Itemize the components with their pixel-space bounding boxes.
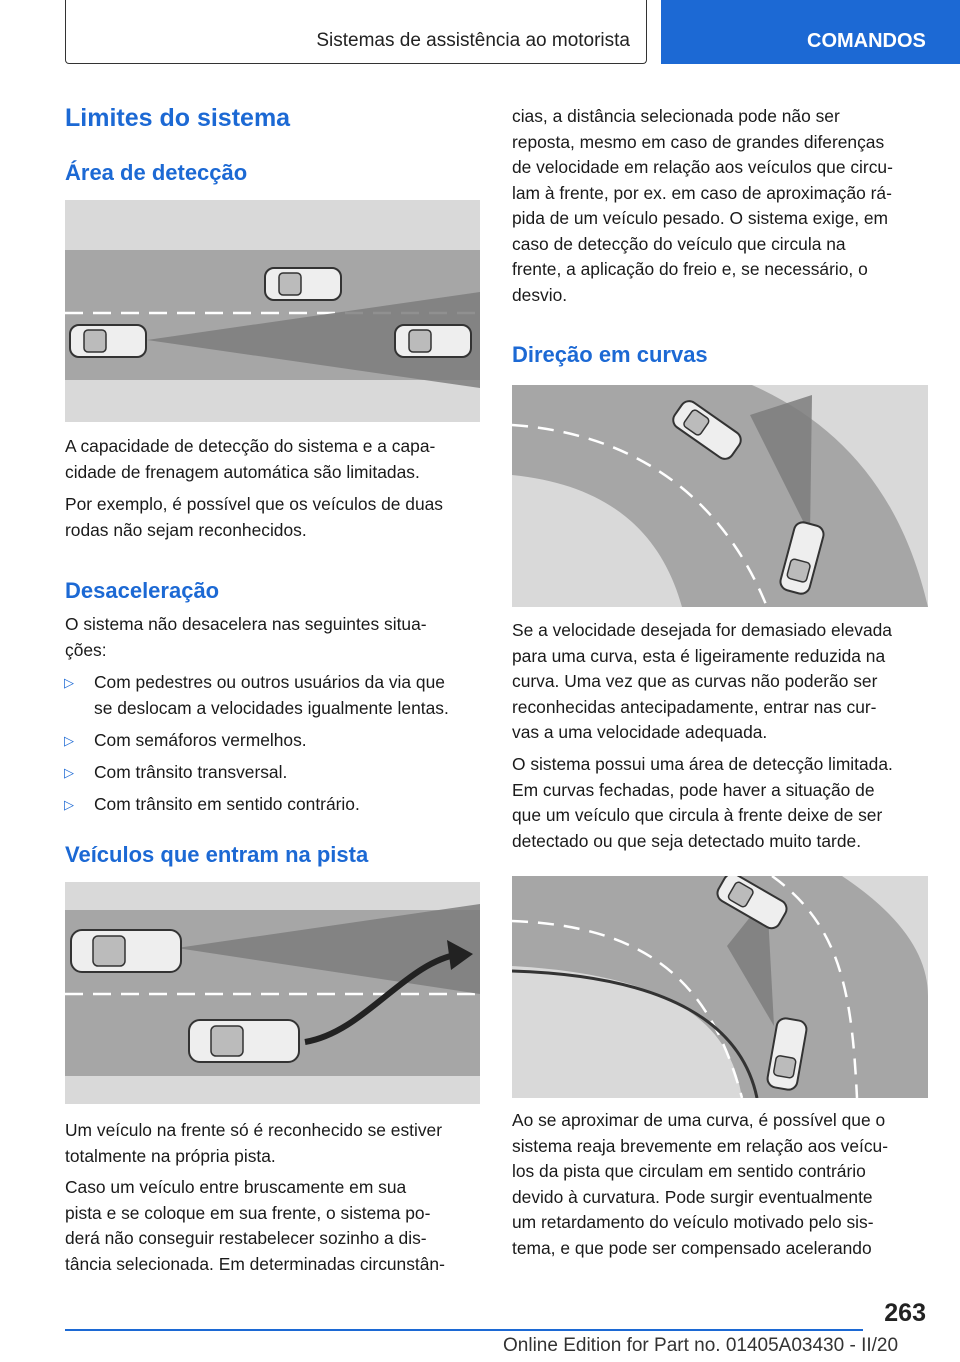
triangle-bullet-icon: ▷ <box>64 675 74 690</box>
car-icon <box>265 268 341 300</box>
paragraph-entering-1: Um veículo na frente só é reconhecido se estiver totalmente na própria pista. <box>65 1120 442 1166</box>
heading-detection-area: Área de detecção <box>65 160 248 185</box>
paragraph-detection-2: Por exemplo, é possível que os veículos de duas rodas não sejam reconhecidos. <box>65 494 443 540</box>
header-chapter-tab[interactable]: COMANDOS <box>661 0 960 64</box>
footer-divider <box>65 1329 863 1331</box>
paragraph-deceleration: O sistema não desacelera nas seguintes situa- ções: <box>65 614 427 660</box>
car-icon <box>189 1020 299 1062</box>
heading-deceleration: Desaceleração <box>65 578 220 603</box>
heading-vehicles-entering: Veículos que entram na pista <box>65 842 369 867</box>
heading-curves: Direção em curvas <box>512 342 708 367</box>
paragraph-curves-3: Ao se aproximar de uma curva, é possível que o sistema reaja brevemente em relação aos veícu- los da pista que circulam em sentido contrário devido à curvatura. Pode surgir eventualmente um retardamento do veículo motivado pelo sis- tema, e que pode ser compensado acelerando <box>512 1110 889 1258</box>
figure-oncoming-curve <box>512 876 928 1098</box>
paragraph-continued: cias, a distância selecionada pode não ser reposta, mesmo em caso de grandes diferenças de velocidade em relação aos veículos que circu- lam à frente, por ex. em caso de aproximação rá- pida de um veículo pesado. O sistema exige, em caso de detecção do veículo que circula na frente, a aplicação do freio e, se necessário, o desvio. <box>512 106 893 305</box>
car-icon <box>70 325 146 357</box>
paragraph-entering-2: Caso um veículo entre bruscamente em sua pista e se coloque em sua frente, o sistema po- derá não conseguir restabelecer sozinho a dis- tância selecionada. Em determinadas circunstân- <box>65 1177 445 1274</box>
triangle-bullet-icon: ▷ <box>64 733 74 748</box>
paragraph-curves-1: Se a velocidade desejada for demasiado elevada para uma curva, esta é ligeiramente reduzida na curva. Uma vez que as curvas não poderão ser reconhecidas antecipadamente, entrar nas cur- vas a uma velocidade adequada. <box>512 620 892 742</box>
figure-vehicle-entering-lane <box>65 882 480 1104</box>
heading-system-limits: Limites do sistema <box>65 104 291 132</box>
triangle-bullet-icon: ▷ <box>64 797 74 812</box>
car-icon <box>395 325 471 357</box>
figure-curve-speed <box>512 385 928 607</box>
header-frame <box>65 0 647 64</box>
page-number: 263 <box>884 1299 926 1327</box>
car-icon <box>71 930 181 972</box>
paragraph-detection-1: A capacidade de detecção do sistema e a capa- cidade de frenagem automática são limitadas. <box>65 436 436 482</box>
figure-detection-area <box>65 200 480 422</box>
triangle-bullet-icon: ▷ <box>64 765 74 780</box>
header-section-title: Sistemas de assistência ao motorista <box>316 30 630 51</box>
paragraph-curves-2: O sistema possui uma área de detecção limitada. Em curvas fechadas, pode haver a situação de que um veículo que circula à frente deixe de ser detectado ou que seja detectado muito tarde. <box>512 754 893 851</box>
footer-edition: Online Edition for Part no. 01405A03430 - II/20 <box>503 1335 899 1356</box>
